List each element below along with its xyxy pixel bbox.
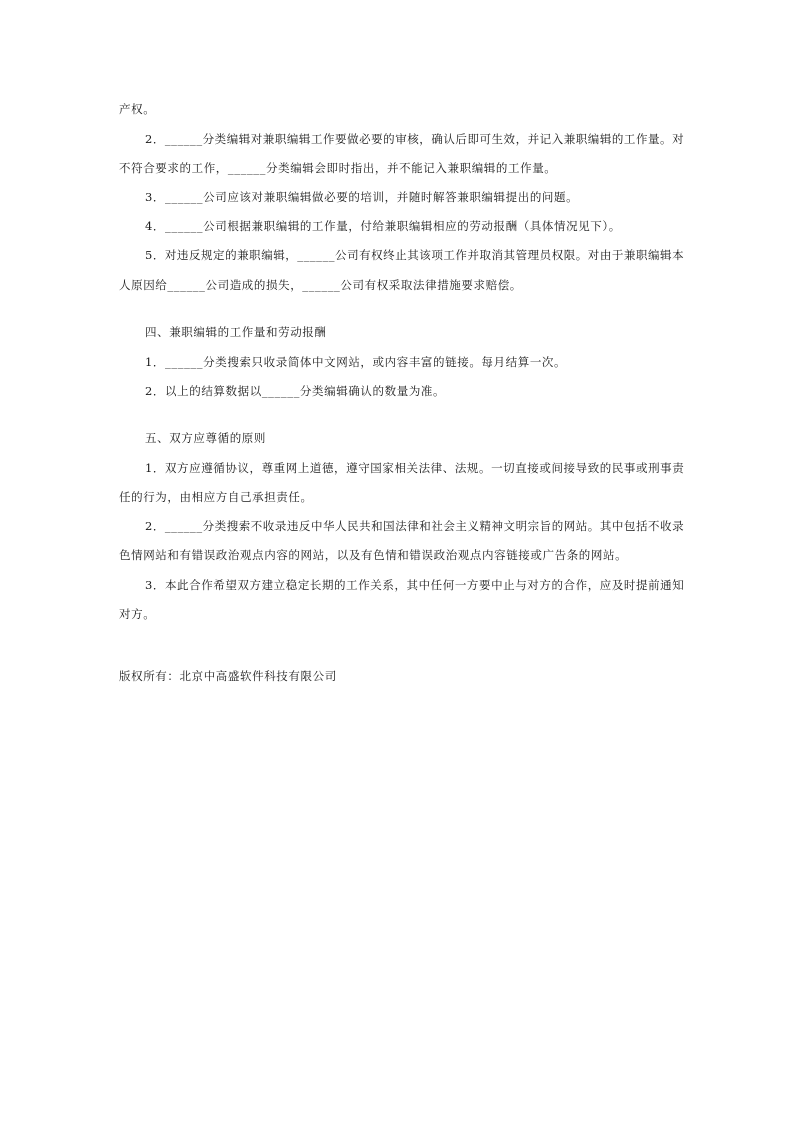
clause-5-2-line-1: 2．______分类搜索不收录违反中华人民共和国法律和社会主义精神文明宗旨的网站。其中包括不收录 [145,519,685,533]
clause-3-5-line-1: 5．对违反规定的兼职编辑，______公司有权终止其该项工作并取消其管理员权限。对由于兼职编辑本 [145,248,685,262]
continuation-text: 产权。 [119,102,156,116]
clause-3-4: 4．______公司根据兼职编辑的工作量，付给兼职编辑相应的劳动报酬（具体情况见下）。 [145,219,621,233]
clause-5-3-line-1: 3．本此合作希望双方建立稳定长期的工作关系，其中任何一方要中止与对方的合作，应及时提前通知 [145,578,685,592]
clause-3-2-line-1: 2．______分类编辑对兼职编辑工作要做必要的审核，确认后即可生效，并记入兼职编辑的工作量。对 [145,132,685,146]
clause-5-1-line-1: 1．双方应遵循协议，尊重网上道德，遵守国家相关法律、法规。一切直接或间接导致的民事或刑事责 [145,461,685,475]
clause-5-1-line-2: 任的行为，由相应方自己承担责任。 [119,490,313,504]
section-4-heading: 四、兼职编辑的工作量和劳动报酬 [145,325,327,339]
section-5-heading: 五、双方应尊循的原则 [145,431,266,445]
clause-5-2-line-2: 色情网站和有错误政治观点内容的网站，以及有色情和错误政治观点内容链接或广告条的网站。 [119,548,628,562]
copyright-notice: 版权所有：北京中高盛软件科技有限公司 [119,669,337,683]
clause-4-1: 1．______分类搜索只收录简体中文网站，或内容丰富的链接。每月结算一次。 [145,355,567,369]
clause-3-2-line-2: 不符合要求的工作，______分类编辑会即时指出，并不能记入兼职编辑的工作量。 [119,161,557,175]
clause-3-5-line-2: 人原因给______公司造成的损失，______公司有权采取法律措施要求赔偿。 [119,278,522,292]
clause-4-2: 2．以上的结算数据以______分类编辑确认的数量为准。 [145,384,446,398]
clause-3-3: 3．______公司应该对兼职编辑做必要的培训，并随时解答兼职编辑提出的问题。 [145,190,579,204]
clause-5-3-line-2: 对方。 [119,607,156,621]
